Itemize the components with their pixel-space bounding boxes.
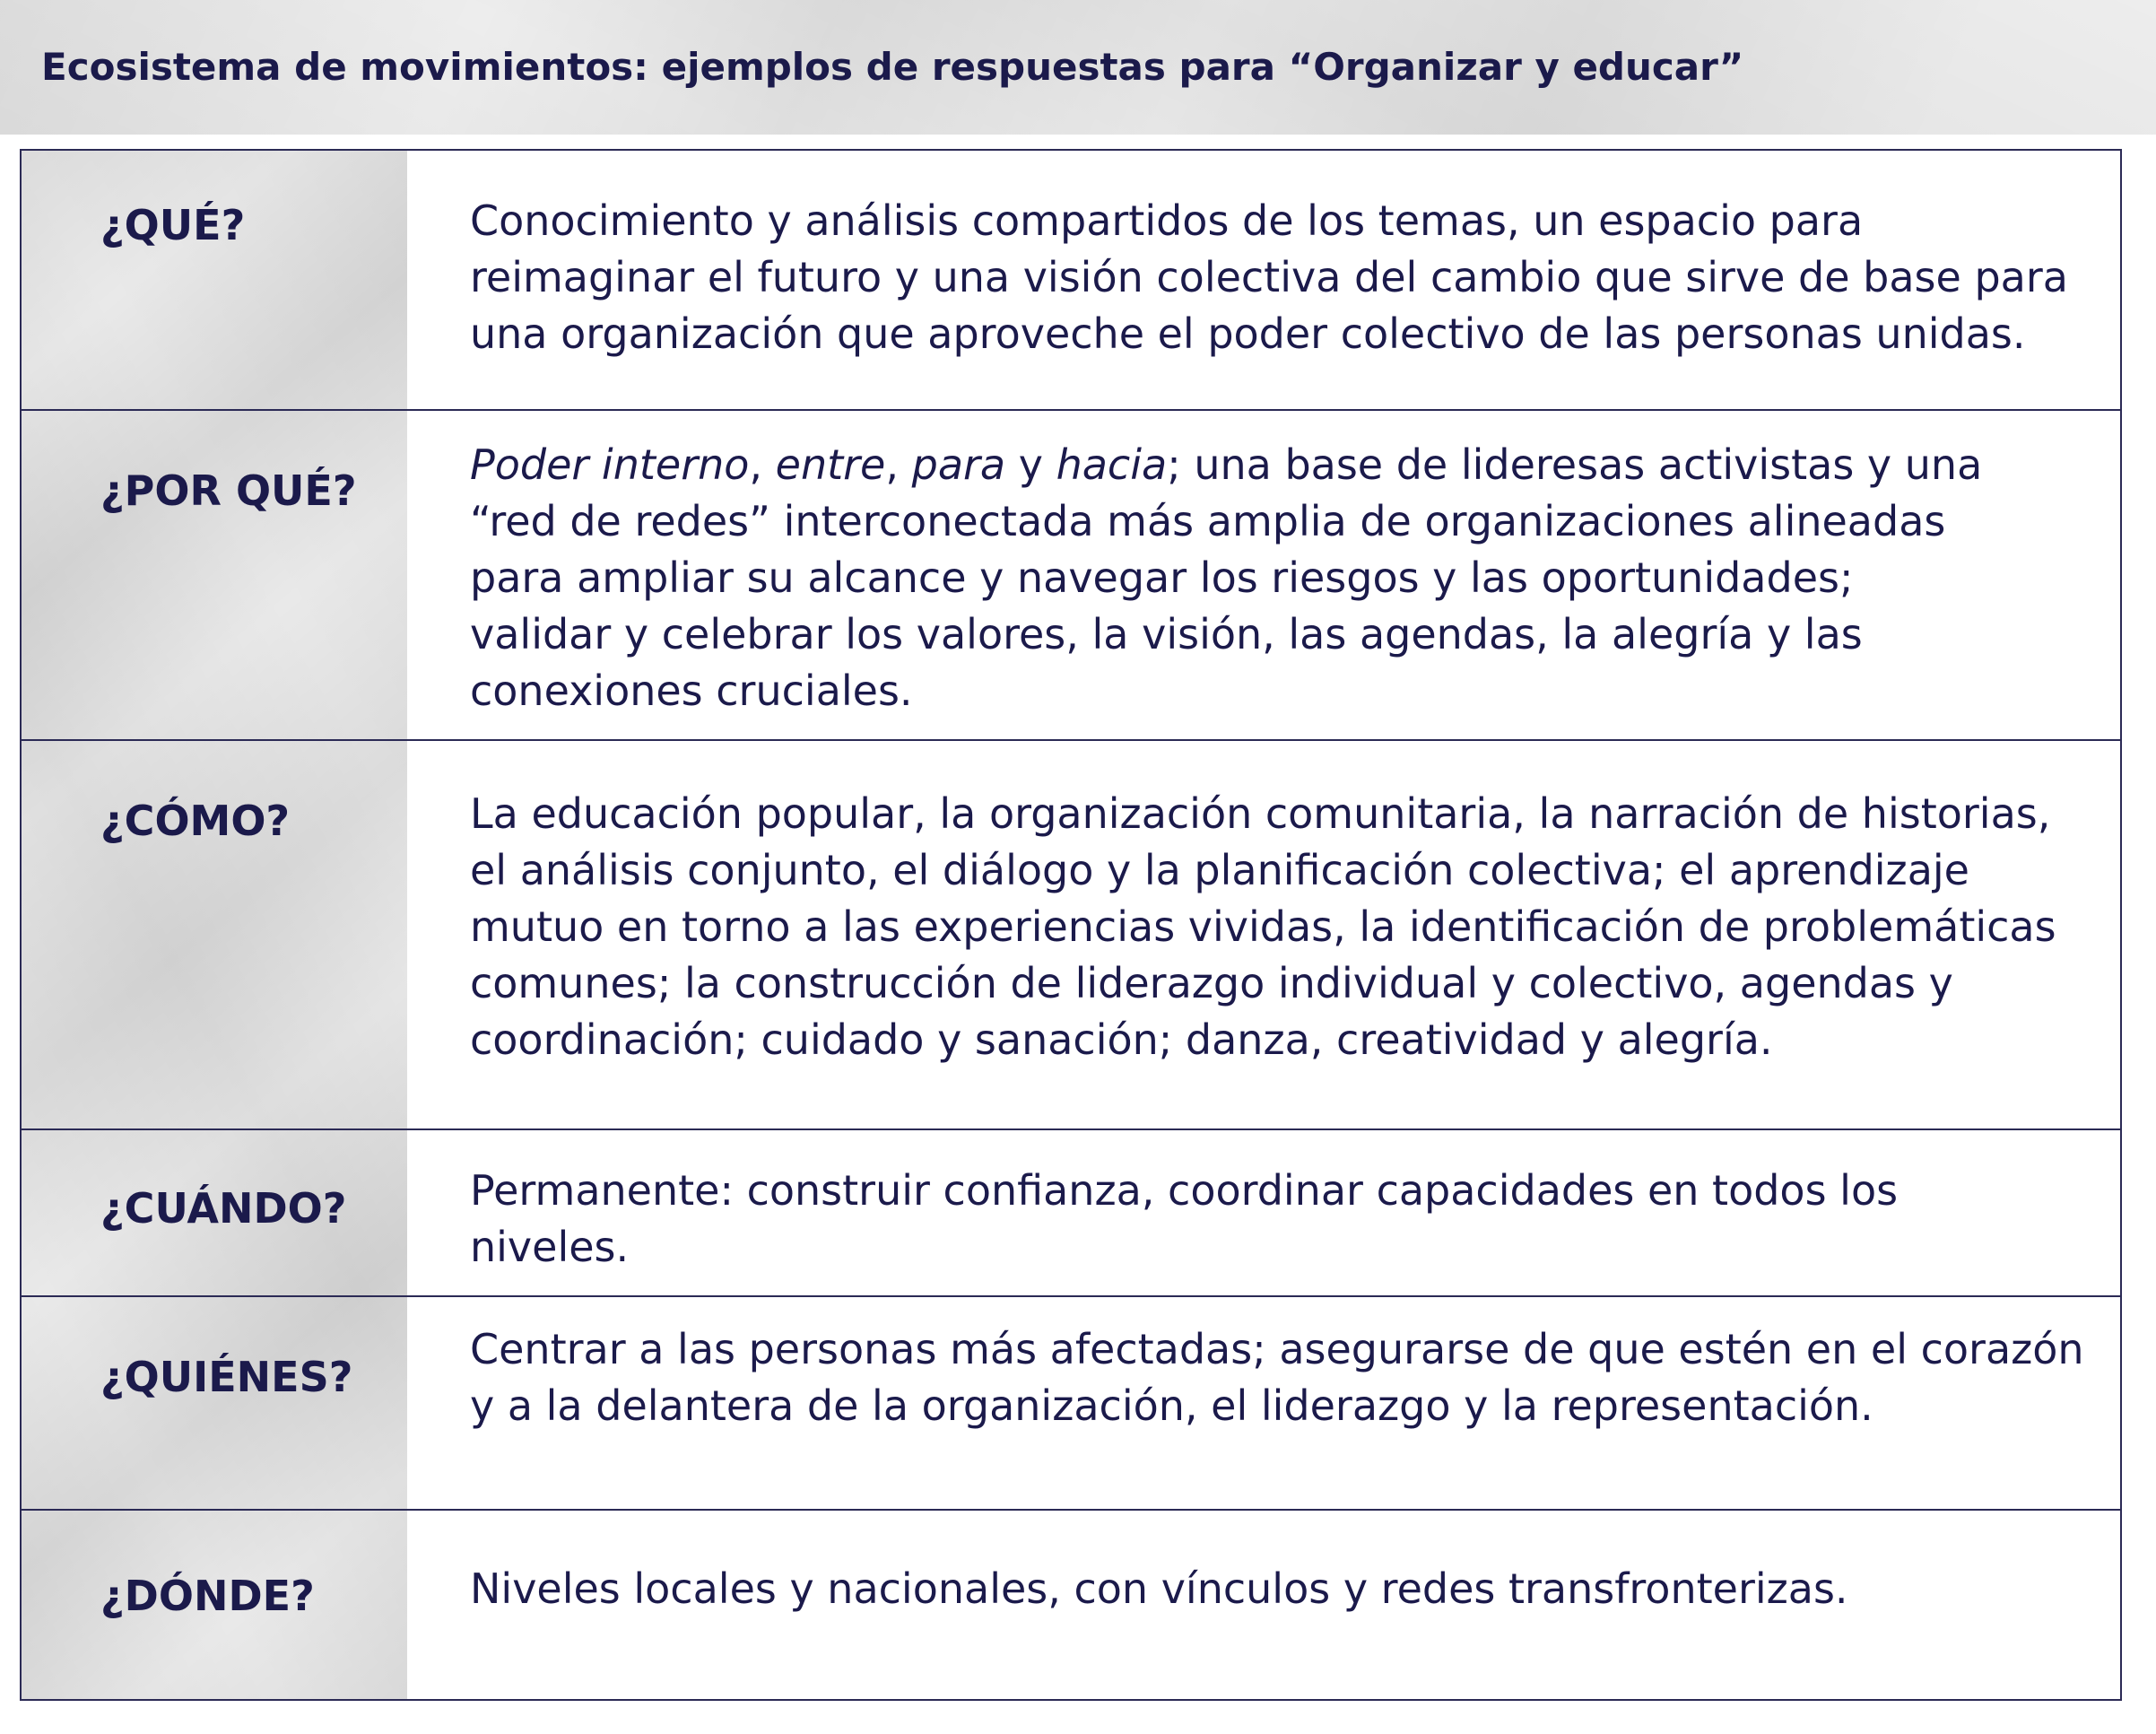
row-text-por-que-term-1: Poder interno (470, 440, 750, 489)
row-text-por-que-term-4: hacia (1056, 440, 1168, 489)
row-text-por-que-sep-1: , (749, 440, 776, 489)
row-text-que: Conocimiento y análisis compartidos de los temas, un espacio para reimaginar el futuro y una visión colectiva del cambio que sirve de base para una organización que aproveche el poder colectivo de las personas unidas. (470, 196, 2068, 358)
row-label-donde: ¿DÓNDE? (100, 1572, 315, 1620)
row-text-por-que-term-3: para (911, 440, 1006, 489)
row-text-quienes: Centrar a las personas más afectadas; asegurarse de que estén en el corazón y a la delantera de la organización, el liderazgo y la representación. (470, 1325, 2084, 1430)
row-text-por-que-term-2: entre (775, 440, 886, 489)
row-text-por-que (470, 437, 1995, 719)
table-row-cuando (22, 1130, 2120, 1297)
table-row-como (22, 741, 2120, 1130)
table-row-donde (22, 1511, 2120, 1697)
page-title: Ecosistema de movimientos: ejemplos de respuestas para “Organizar y educar” (41, 45, 1744, 89)
row-text-cuando: Permanente: construir confianza, coordinar capacidades en todos los niveles. (470, 1166, 1899, 1271)
questions-table (20, 149, 2122, 1701)
row-text-como: La educación popular, la organización comunitaria, la narración de historias, el análisis conjunto, el diálogo y la planificación colectiva; el aprendizaje mutuo en torno a las experiencias vividas, la identificación de problemáticas comunes; la construcción de liderazgo individual y colectivo, agendas y coordinación; cuidado y sanación; danza, creatividad y alegría. (470, 789, 2056, 1064)
row-text-donde: Niveles locales y nacionales, con vínculos y redes transfronterizas. (470, 1564, 1848, 1613)
row-text-por-que-rest: ; una base de lideresas activistas y una “red de redes” interconectada más amplia de organizaciones alineadas para ampliar su alcance y navegar los riesgos y las oportunidades; validar y celebrar los valores, la visión, las agendas, la alegría y las conexiones cruciales. (470, 440, 1983, 715)
row-label-quienes: ¿QUIÉNES? (100, 1353, 353, 1401)
row-text-por-que-sep-3: y (1005, 440, 1056, 489)
table-row-quienes (22, 1297, 2120, 1511)
row-label-cuando: ¿CUÁNDO? (100, 1184, 347, 1233)
row-label-que: ¿QUÉ? (100, 201, 246, 249)
row-label-por-que: ¿POR QUÉ? (100, 466, 357, 515)
table-row-que (22, 151, 2120, 411)
row-text-por-que-sep-2: , (885, 440, 912, 489)
row-label-como: ¿CÓMO? (100, 797, 291, 845)
table-row-por-que (22, 411, 2120, 741)
